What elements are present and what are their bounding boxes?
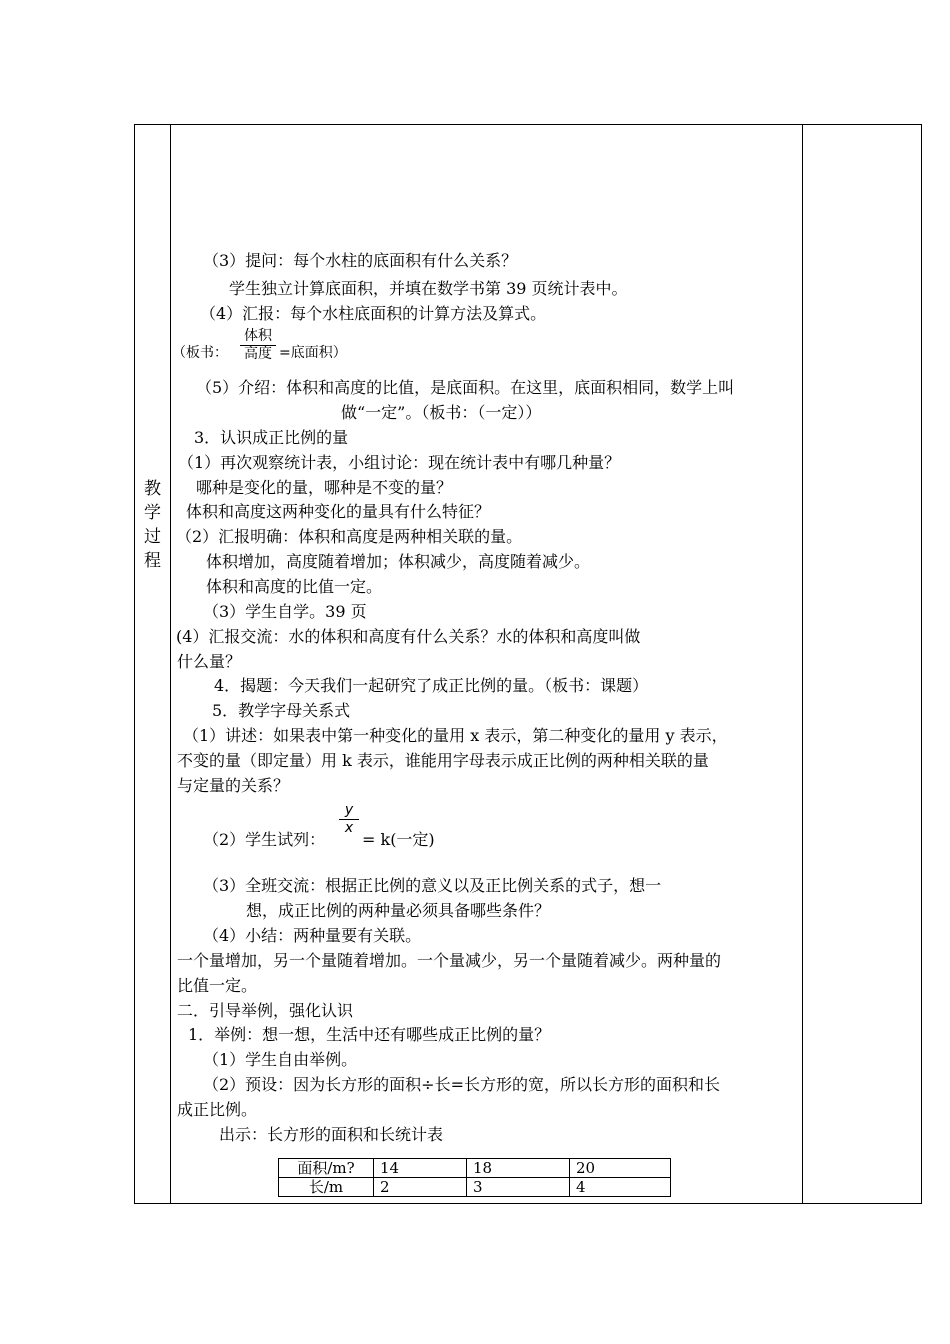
text-line: 出示：长方形的面积和长统计表 xyxy=(219,1125,444,1144)
table-cell: 18 xyxy=(467,1159,570,1178)
fraction-denominator: 高度 xyxy=(244,346,272,362)
text-line: （2）汇报明确：体积和高度是两种相关联的量。 xyxy=(176,527,523,546)
text-line: 什么量？ xyxy=(177,652,242,671)
text-line: （3）学生自学。39 页 xyxy=(203,602,367,621)
board-note-suffix: =底面积） xyxy=(279,345,347,361)
text-line: (4）汇报交流：水的体积和高度有什么关系？水的体积和高度叫做 xyxy=(176,627,641,646)
board-note-fraction xyxy=(240,328,276,363)
formula-fraction xyxy=(339,802,359,837)
table-header-cell: 长/m xyxy=(279,1178,374,1197)
board-note-prefix: （板书： xyxy=(172,345,228,361)
text-line: 不变的量（即定量）用 k 表示，谁能用字母表示成正比例的两种相关联的量 xyxy=(177,751,709,770)
formula-suffix: = k(一定) xyxy=(362,830,435,849)
text-line: 做“一定”。（板书：（一定）） xyxy=(341,403,542,422)
text-line: 想，成正比例的两种量必须具备哪些条件？ xyxy=(246,901,551,920)
text-line: 二．引导举例，强化认识 xyxy=(177,1001,354,1020)
text-line: 与定量的关系？ xyxy=(177,776,290,795)
text-line: 体积和高度这两种变化的量具有什么特征？ xyxy=(186,502,491,521)
side-char: 学 xyxy=(144,503,161,523)
text-line: （4）汇报：每个水柱底面积的计算方法及算式。 xyxy=(200,304,547,323)
text-line: （1）再次观察统计表，小组讨论：现在统计表中有哪几种量？ xyxy=(178,453,621,472)
text-line: 4．揭题：今天我们一起研究了成正比例的量。（板书：课题） xyxy=(214,676,649,695)
fraction-denominator: x xyxy=(344,820,354,836)
table-cell: 4 xyxy=(570,1178,671,1197)
column-divider-left xyxy=(170,125,171,1203)
text-line: （4）小结：两种量要有关联。 xyxy=(203,926,422,945)
text-line: 学生独立计算底面积，并填在数学书第 39 页统计表中。 xyxy=(229,279,628,298)
text-line: 成正比例。 xyxy=(177,1100,258,1119)
side-label-teaching-process xyxy=(135,477,170,573)
text-line: （1）学生自由举例。 xyxy=(203,1050,358,1069)
fraction-numerator: 体积 xyxy=(244,328,272,344)
text-line: （3）全班交流：根据正比例的意义以及正比例关系的式子，想一 xyxy=(203,876,662,895)
fraction-numerator: y xyxy=(344,802,354,818)
table-cell: 2 xyxy=(374,1178,467,1197)
text-line: 体积和高度的比值一定。 xyxy=(206,577,383,596)
text-line: 3．认识成正比例的量 xyxy=(194,428,349,447)
side-char: 教 xyxy=(144,479,161,499)
text-line: （5）介绍：体积和高度的比值，是底面积。在这里，底面积相同，数学上叫 xyxy=(196,378,735,397)
side-char: 过 xyxy=(144,527,161,547)
text-line: 比值一定。 xyxy=(177,976,258,995)
side-char: 程 xyxy=(144,551,161,571)
area-length-table xyxy=(278,1158,671,1197)
text-line: （1）讲述：如果表中第一种变化的量用 x 表示，第二种变化的量用 y 表示， xyxy=(183,726,728,745)
text-line: 5．教学字母关系式 xyxy=(212,701,351,720)
table-header-cell: 面积/m? xyxy=(279,1159,374,1178)
text-line: 体积增加，高度随着增加；体积减少，高度随着减少。 xyxy=(206,552,591,571)
text-line: （2）学生试列： xyxy=(203,830,326,849)
table-row xyxy=(279,1159,671,1178)
table-cell: 3 xyxy=(467,1178,570,1197)
text-line: 哪种是变化的量，哪种是不变的量？ xyxy=(196,478,453,497)
column-divider-right xyxy=(802,125,803,1203)
table-cell: 20 xyxy=(570,1159,671,1178)
text-line: （2）预设：因为长方形的面积÷长=长方形的宽，所以长方形的面积和长 xyxy=(203,1075,720,1094)
table-cell: 14 xyxy=(374,1159,467,1178)
text-line: 1．举例：想一想，生活中还有哪些成正比例的量？ xyxy=(188,1025,551,1044)
text-line: 一个量增加，另一个量随着增加。一个量减少，另一个量随着减少。两种量的 xyxy=(177,951,722,970)
text-line: （3）提问：每个水柱的底面积有什么关系？ xyxy=(203,251,518,270)
table-row xyxy=(279,1178,671,1197)
